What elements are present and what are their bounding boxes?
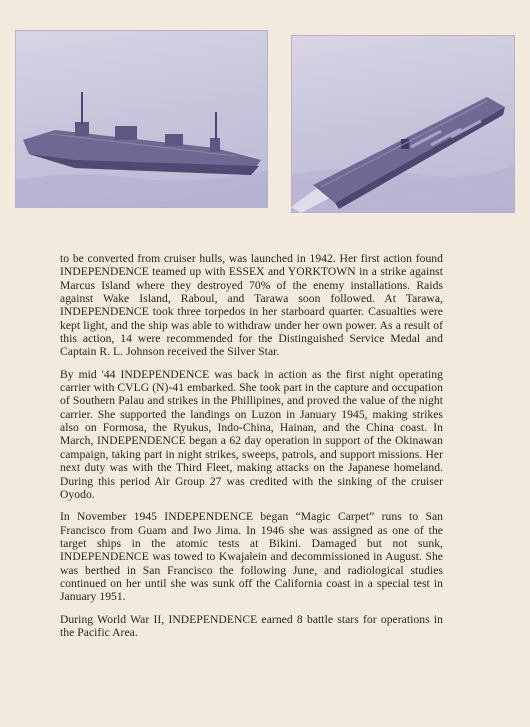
paragraph-magic-carpet-bikini: In November 1945 INDEPENDENCE began “Magic Carpet” runs to San Francisco from Guam and Iwo Jima. In 1946 she was assigned as one of the target ships in the atomic tests at Bikini. Damaged but not sunk, INDEPENDENCE was towed to Kwajalein and decommissioned in August. She was berthed in San Francisco the following June, and radiological studies continued on her until she was sunk off the California coast in a special test in January 1951. bbox=[60, 510, 443, 604]
paragraph-night-carrier: By mid '44 INDEPENDENCE was back in action as the first night operating carrier with CVLG (N)-41 embarked. She took part in the capture and occupation of Southern Palau and strikes in the Phillipines, and proved the value of the night carrier. She supported the landings on Luzon in January 1945, making strikes also on Formosa, the Ryukus, Indo-China, Hainan, and the China coast. In March, INDEPENDENCE began a 62 day operation in support of the Okinawan campaign, taking part in night strikes, sweeps, patrols, and support missions. Her next duty was with the Third Fleet, making attacks on the Japanese homeland. During this period Air Group 27 was credited with the sinking of the cruiser Oyodo. bbox=[60, 367, 443, 501]
paragraph-launch-and-tarawa: to be converted from cruiser hulls, was launched in 1942. Her first action found INDEPENDENCE teamed up with ESSEX and YORKTOWN in a strike against Marcus Island where they destroyed 70% of the enemy installations. Raids against Wake Island, Raboul, and Tarawa soon followed. At Tarawa, INDEPENDENCE took three torpedos in her starboard quarter. Casualties were kept light, and the ship was able to withdraw under her own power. As a result of this action, 14 were recommended for the Distinguished Service Medal and Captain R. L. Johnson received the Silver Star. bbox=[60, 252, 443, 359]
ship-photo-side-view bbox=[15, 30, 268, 208]
carrier-photo-aerial-view bbox=[291, 35, 515, 213]
paragraph-battle-stars: During World War II, INDEPENDENCE earned 8 battle stars for operations in the Pacific Area. bbox=[60, 612, 443, 639]
history-text-column bbox=[60, 252, 443, 648]
ship-side-illustration bbox=[15, 30, 268, 208]
carrier-aerial-illustration bbox=[291, 35, 515, 213]
